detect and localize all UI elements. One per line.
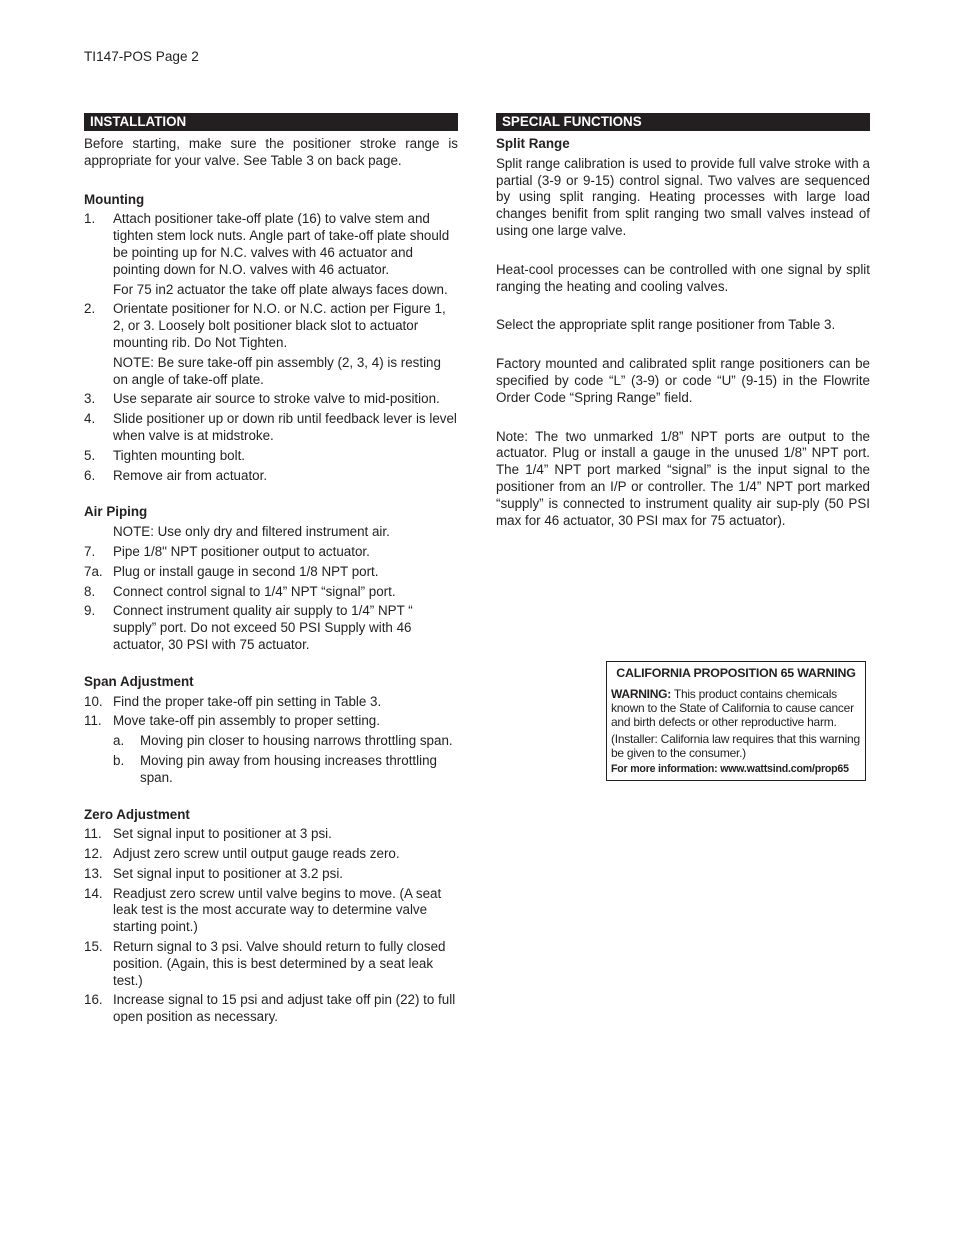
list-item xyxy=(84,448,458,465)
item-text: Use separate air source to stroke valve to mid-position. xyxy=(113,391,440,407)
select-positioner-paragraph: Select the appropriate split range positioner from Table 3. xyxy=(496,317,836,333)
subitem-text: Moving pin closer to housing narrows throttling span. xyxy=(140,733,453,749)
item-number: 6. xyxy=(84,467,96,483)
air-piping-heading: Air Piping xyxy=(84,504,148,520)
split-range-paragraph: Split range calibration is used to provide full valve stroke with a partial (3-9 or 9-15) control signal. Two valves are sequenced by using split ranging. Heating processes with large load changes benifit from split ranging two small valves instead of using one large valve. xyxy=(496,155,870,238)
item-number: 3. xyxy=(84,391,96,407)
prop65-warning xyxy=(611,687,861,729)
item-text: Plug or install gauge in second 1/8 NPT port. xyxy=(113,563,379,579)
item-number: 4. xyxy=(84,411,96,427)
item-number: 7. xyxy=(84,543,96,559)
item-text: Readjust zero screw until valve begins to move. (A seat leak test is the most accurate way to determine valve starting point.) xyxy=(113,885,442,935)
item-text: Increase signal to 15 psi and adjust take off pin (22) to full open position as necessary. xyxy=(113,992,456,1025)
item-number: 10. xyxy=(84,693,103,709)
mounting-heading: Mounting xyxy=(84,191,145,207)
list-item xyxy=(84,411,458,445)
list-item xyxy=(84,584,458,601)
item-number: 8. xyxy=(84,583,96,599)
list-item xyxy=(84,544,458,561)
list-item xyxy=(84,713,458,730)
item-text: Connect control signal to 1/4” NPT “signal” port. xyxy=(113,583,396,599)
item-text: Slide positioner up or down rib until feedback lever is level when valve is at midstroke. xyxy=(113,411,457,443)
item-number: 5. xyxy=(84,447,96,463)
special-functions-heading: SPECIAL FUNCTIONS xyxy=(496,113,870,131)
list-item xyxy=(84,939,458,989)
prop65-warning-box xyxy=(606,661,866,781)
installation-heading: INSTALLATION xyxy=(84,113,458,131)
item-text: Connect instrument quality air supply to 1/4” NPT “ supply” port. Do not exceed 50 PSI Supply with 46 actuator, 30 PSI with 75 actuator. xyxy=(113,603,413,652)
subitem-letter: a. xyxy=(113,733,125,749)
installation-intro: Before starting, make sure the positioner stroke range is appropriate for your valve. See Table 3 on back page. xyxy=(84,136,458,168)
item-text: Adjust zero screw until output gauge reads zero. xyxy=(113,846,400,862)
item-text: Move take-off pin assembly to proper setting. xyxy=(113,713,380,729)
item-text: Find the proper take-off pin setting in Table 3. xyxy=(113,693,382,709)
item-number: 16. xyxy=(84,992,103,1008)
split-range-heading: Split Range xyxy=(496,136,570,151)
item-number: 14. xyxy=(84,885,103,901)
prop65-more-info: For more information: www.wattsind.com/prop65 xyxy=(611,763,849,775)
item-text: Pipe 1/8" NPT positioner output to actuator. xyxy=(113,543,370,559)
prop65-warning-text: This product contains chemicals known to the State of California to cause cancer and birth defects or other reproductive harm. xyxy=(611,687,854,729)
item-number: 7a. xyxy=(84,563,103,579)
item-number: 15. xyxy=(84,939,103,955)
item-number: 12. xyxy=(84,846,103,862)
special-functions-column xyxy=(496,113,870,529)
list-subitem xyxy=(84,753,458,787)
list-item xyxy=(84,846,458,863)
list-item xyxy=(84,603,458,653)
item-number: 11. xyxy=(84,713,102,729)
page-header: TI147-POS Page 2 xyxy=(84,49,199,64)
list-item xyxy=(84,301,458,351)
installation-column xyxy=(84,113,458,1026)
list-item xyxy=(84,866,458,883)
item-text: Orientate positioner for N.O. or N.C. action per Figure 1, 2, or 3. Loosely bolt positioner black slot to actuator mounting rib. Do Not Tighten. xyxy=(113,301,446,350)
item-number: 11. xyxy=(84,826,102,842)
list-item xyxy=(84,992,458,1026)
heat-cool-paragraph: Heat-cool processes can be controlled with one signal by split ranging the heating and cooling valves. xyxy=(496,261,870,294)
span-adjustment-heading: Span Adjustment xyxy=(84,673,194,689)
subitem-text: Moving pin away from housing increases throttling span. xyxy=(140,752,437,785)
item-text: Attach positioner take-off plate (16) to valve stem and tighten stem lock nuts. Angle part of take-off plate should be pointing up for N.C. valves with 46 actuator and pointing down for N.O. valves with 46 actuator. xyxy=(113,211,450,277)
list-subitem xyxy=(84,733,458,750)
list-item xyxy=(84,468,458,485)
item-number: 2. xyxy=(84,301,96,317)
list-note: NOTE: Be sure take-off pin assembly (2, 3, 4) is resting on angle of take-off plate. xyxy=(113,354,441,387)
item-text: Return signal to 3 psi. Valve should return to fully closed position. (Again, this is best determined by a seat leak test.) xyxy=(113,939,446,988)
list-item xyxy=(84,694,458,711)
list-item xyxy=(84,211,458,278)
item-text: Set signal input to positioner at 3 psi. xyxy=(113,826,332,842)
list-note: For 75 in2 actuator the take off plate always faces down. xyxy=(113,281,448,297)
list-item xyxy=(84,886,458,936)
prop65-warning-label: WARNING: xyxy=(611,687,671,701)
span-adjustment-list xyxy=(84,694,458,787)
list-item xyxy=(84,564,458,581)
ports-note-paragraph: Note: The two unmarked 1/8” NPT ports are output to the actuator. Plug or install a gauge in the unused 1/8” NPT port. The 1/4” NPT port marked “signal” is the input signal to the positioner from an I/P or controller. The 1/4” NPT port marked “supply” is connected to instrument quality air sup-ply (50 PSI max for 46 actuator, 30 PSI max for 75 actuator). xyxy=(496,428,870,528)
zero-adjustment-list xyxy=(84,826,458,1026)
subitem-letter: b. xyxy=(113,752,125,768)
list-note: NOTE: Use only dry and filtered instrument air. xyxy=(113,524,390,540)
item-number: 13. xyxy=(84,865,103,881)
mounting-list xyxy=(84,211,458,484)
list-item xyxy=(84,826,458,843)
zero-adjustment-heading: Zero Adjustment xyxy=(84,806,190,822)
prop65-installer-note: (Installer: California law requires that this warning be given to the consumer.) xyxy=(611,732,860,760)
item-text: Set signal input to positioner at 3.2 psi. xyxy=(113,865,344,881)
factory-mounted-paragraph: Factory mounted and calibrated split range positioners can be specified by code “L” (3-9) or code “U” (9-15) in the Flowrite Order Code “Spring Range” field. xyxy=(496,356,870,405)
item-number: 1. xyxy=(84,211,96,227)
list-item xyxy=(84,391,458,408)
prop65-title: CALIFORNIA PROPOSITION 65 WARNING xyxy=(616,666,856,680)
item-number: 9. xyxy=(84,603,96,619)
air-piping-list xyxy=(84,524,458,654)
item-text: Remove air from actuator. xyxy=(113,467,268,483)
item-text: Tighten mounting bolt. xyxy=(113,447,246,463)
